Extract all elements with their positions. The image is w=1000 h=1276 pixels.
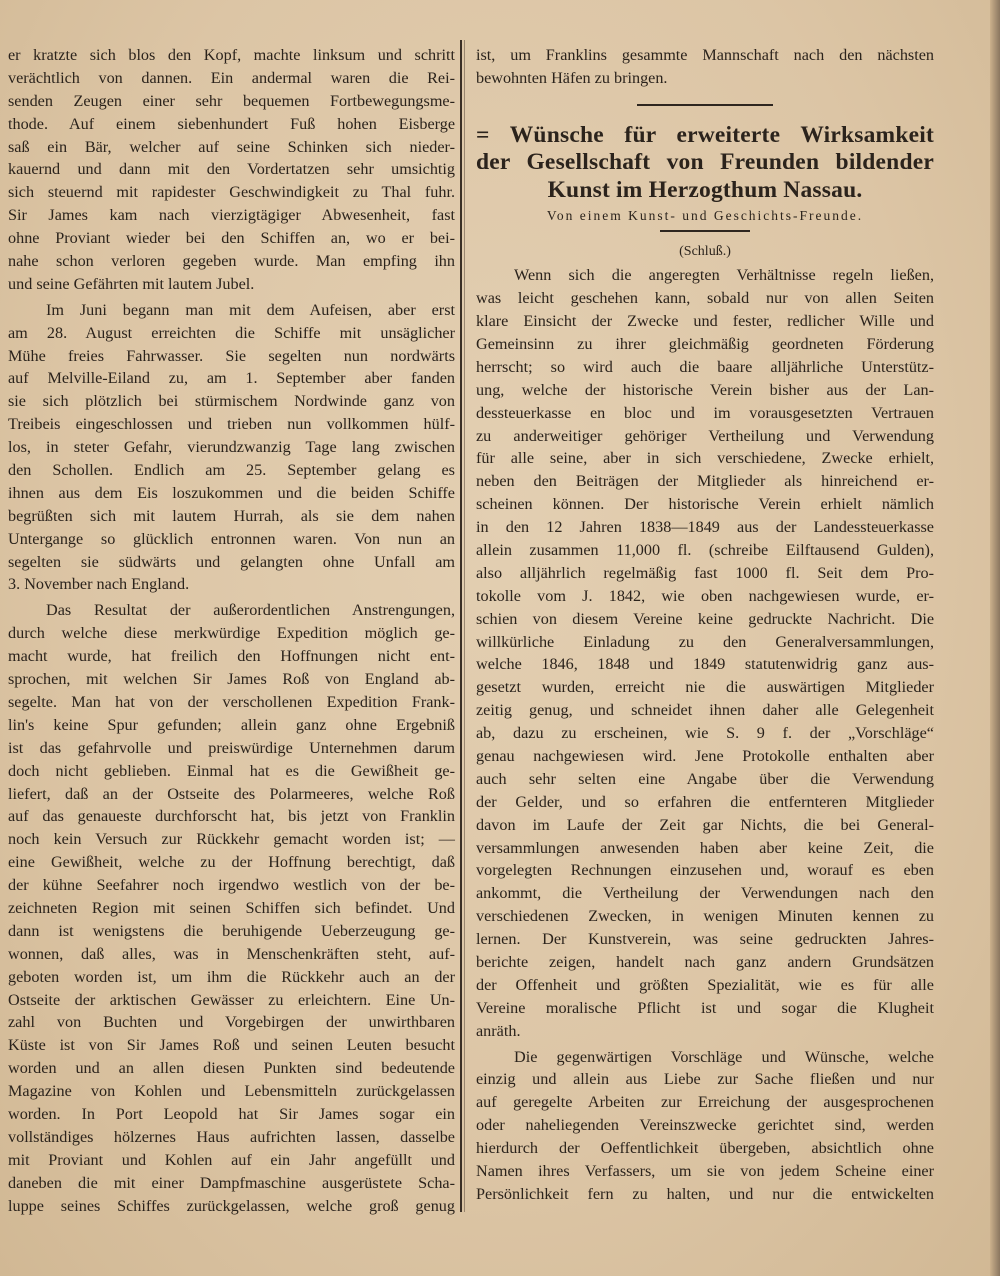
column-divider-thin (464, 40, 465, 1212)
text-line: tokolle vom J. 1842, wie oben nachgewiesen wurde, er- (476, 586, 934, 605)
text-line: noch kein Versuch zur Rückkehr gemacht worden ist; — (8, 830, 455, 849)
text-line: vorgelegten Rechnungen einzusehen und, worauf es eben (476, 861, 934, 880)
text-line: Das Resultat der außerordentlichen Anstrengungen, (46, 601, 455, 620)
text-line: einzig und allein aus Liebe zur Sache fließen und nur (476, 1070, 934, 1089)
text-line: Vereine moralische Pflicht ist und sogar die Klugheit (476, 998, 934, 1017)
left-column (8, 44, 455, 1217)
title-line: der Gesellschaft von Freunden bildender (476, 149, 934, 176)
text-line: herrscht; so wird auch die baare alljährliche Unterstütz- (476, 357, 934, 376)
title-line: Kunst im Herzogthum Nassau. (547, 176, 863, 203)
text-line: willkürliche Einladung zu den Generalversammlungen, (476, 632, 934, 651)
article-body (476, 264, 934, 1206)
text-line: senden Zeugen einer sehr bequemen Fortbewegungsme- (8, 91, 455, 110)
text-line: Die gegenwärtigen Vorschläge und Wünsche, welche (514, 1047, 934, 1066)
text-line: genau nachgewiesen wird. Jene Protokolle enthalten aber (476, 746, 934, 765)
text-line: luppe seines Schiffes zurückgelassen, welche groß genug (8, 1196, 455, 1215)
text-line: sprochen, mit welchen Sir James Roß von England ab- (8, 670, 455, 689)
text-line: also alljährlich regelmäßig fast 1000 fl. Seit dem Pro- (476, 563, 934, 582)
text-line: welche 1846, 1848 und 1849 statutenwidrig ganz aus- (476, 655, 934, 674)
text-line: der kühne Seefahrer noch irgendwo westlich von der be- (8, 876, 455, 895)
paragraph (476, 44, 934, 90)
text-line: segelte. Man hat von der verschollenen Expedition Frank- (8, 692, 455, 711)
text-line: zahl von Buchten und Vorgebirgen der unwirthbaren (8, 1013, 455, 1032)
text-line: oder naheliegenden Vereinszwecke gerichtet sind, werden (476, 1116, 934, 1135)
text-line: Treibeis eingeschlossen und trieben nun vollkommen hülf- (8, 415, 455, 434)
continuation-text (476, 44, 934, 90)
text-line: ist das gefahrvolle und preiswürdige Unternehmen darum (8, 738, 455, 757)
text-line: ihnen aus dem Eis loszukommen und die beiden Schiffe (8, 483, 455, 502)
text-line: hierdurch der Oeffentlichkeit übergeben, absichtlich ohne (476, 1139, 934, 1158)
text-line: 3. November nach England. (8, 575, 190, 594)
text-line: ab, dazu zu erscheinen, wie S. 9 f. der „Vorschläge“ (476, 724, 934, 743)
text-line: worden und an allen diesen Punkten sind bedeutende (8, 1059, 455, 1078)
text-line: der Offenheit und größten Spezialität, wie es für alle (476, 975, 934, 994)
text-line: davon im Laufe der Zeit gar Nichts, die bei General- (476, 815, 934, 834)
text-line: Gemeinsinn zu ihrer gleichmäßig geordneten Förderung (476, 334, 934, 353)
title-line: = Wünsche für erweiterte Wirksamkeit (476, 121, 934, 148)
page-edge (990, 0, 1000, 1276)
text-line: verächtlich von dannen. Ein andermal waren die Rei- (8, 68, 455, 87)
text-line: Namen ihres Verfassers, um sie von jedem Scheine einer (476, 1162, 934, 1181)
text-line: ohne Proviant wieder bei den Schiffen an, wo er bei- (8, 229, 455, 248)
text-line: auf Melville-Eiland zu, am 1. September aber fanden (8, 369, 455, 388)
text-line: liefert, daß an der Ostseite des Polarmeeres, welche Roß (8, 784, 455, 803)
text-line: dessteuerkasse en bloc und im vorausgesetzten Vertrauen (476, 403, 934, 422)
text-line: bewohnten Häfen zu bringen. (476, 68, 668, 87)
text-line: ankommt, die Vertheilung der Verwendungen nach den (476, 884, 934, 903)
text-line: am 28. August erreichten die Schiffe mit unsäglicher (8, 323, 455, 342)
text-line: kauernd und dann mit den Vordertatzen sehr umsichtig (8, 160, 455, 179)
text-line: sich steuernd mit rapidester Geschwindigkeit zu Thal fuhr. (8, 183, 455, 202)
text-line: ist, um Franklins gesammte Mannschaft nach den nächsten (476, 46, 934, 64)
text-line: und seine Gefährten mit lautem Jubel. (8, 274, 255, 293)
text-line: gesetzt wurden, erreicht nie die auswärtigen Mitglieder (476, 678, 934, 697)
text-line: geboten worden ist, um ihm die Rückkehr auch an der (8, 967, 455, 986)
text-line: Untergange so glücklich entronnen waren. Von nun an (8, 529, 455, 548)
text-line: in den 12 Jahren 1838—1849 aus der Landessteuerkasse (476, 518, 934, 537)
paragraph (476, 264, 934, 1042)
text-line: Persönlichkeit fern zu halten, und nur die entwickelten (476, 1184, 934, 1203)
text-line: verschiedenen Zwecken, in wenigen Minuten kennen zu (476, 907, 934, 926)
text-line: zeitig genug, und schneidet ihnen daher alle Gelegenheit (476, 701, 934, 720)
text-line: für alle seine, aber in sich verschiedene, Zwecke erhielt, (476, 449, 934, 468)
text-line: vollständiges hölzernes Haus aufrichten lassen, dasselbe (8, 1127, 455, 1146)
text-line: mit Proviant und Kohlen auf ein Jahr angefüllt und (8, 1150, 455, 1169)
paragraph (476, 1046, 934, 1206)
text-line: lin's keine Spur gefunden; allein ganz ohne Ergebniß (8, 715, 455, 734)
text-line: sie sich plötzlich bei stürmischem Nordwinde ganz von (8, 392, 455, 411)
text-line: dann ist wenigstens die beruhigende Ueberzeugung ge- (8, 921, 455, 940)
column-divider (460, 40, 462, 1212)
text-line: berichte zeigen, handelt nach ganz andern Grundsätzen (476, 953, 934, 971)
text-line: anräth. (476, 1021, 521, 1040)
text-line: er kratzte sich blos den Kopf, machte linksum und schritt (8, 46, 455, 64)
text-line: saß ein Bär, welcher auf seine Schinken sich nieder- (8, 137, 455, 156)
text-line: begrüßten sich mit lautem Hurrah, als sie dem nahen (8, 506, 455, 525)
text-line: eine Gewißheit, welche zu der Hoffnung berechtigt, daß (8, 853, 455, 872)
text-line: Im Juni begann man mit dem Aufeisen, aber erst (46, 300, 455, 319)
text-line: thode. Auf einem siebenhundert Fuß hohen Eisberge (8, 114, 455, 133)
text-line: auch sehr selten eine Angabe über die Verwendung (476, 769, 934, 788)
text-line: auf geregelte Arbeiten zur Erreichung der ausgesprochenen (476, 1093, 934, 1112)
part-label: (Schluß.) (679, 244, 731, 260)
text-line: worden. In Port Leopold hat Sir James sogar ein (8, 1104, 455, 1123)
text-line: zeichneten Region mit seinen Schiffen sich befindet. Und (8, 898, 455, 917)
text-line: ung, welche der historische Verein bisher aus der Lan- (476, 380, 934, 399)
byline: Von einem Kunst- und Geschichts-Freunde. (546, 208, 864, 224)
text-line: allein zusammen 11,000 fl. (schreibe Eilftausend Gulden), (476, 540, 934, 559)
text-line: Magazine von Kohlen und Lebensmitteln zurückgelassen (8, 1082, 455, 1101)
right-column (476, 44, 934, 1206)
text-line: scheinen können. Der historische Verein erhielt nämlich (476, 495, 934, 514)
text-line: los, in steter Gefahr, vierundzwanzig Tage lang zwischen (8, 438, 455, 457)
text-line: wonnen, daß alles, was in Menschenkräften steht, auf- (8, 944, 455, 963)
text-line: macht wurde, hat freilich den Hoffnungen nicht ent- (8, 647, 455, 666)
article-title (476, 122, 934, 205)
text-line: zu anderweitiger gehöriger Vertheilung und Verwendung (476, 426, 934, 445)
text-line: klare Einsicht der Zwecke und fester, redlicher Wille und (476, 312, 934, 331)
paragraph (8, 299, 455, 597)
text-line: lernen. Der Kunstverein, was seine gedruckten Jahres- (476, 930, 934, 949)
text-line: doch nicht geblieben. Einmal hat es die Gewißheit ge- (8, 761, 455, 780)
text-line: versammlungen anwesenden haben aber keine Zeit, die (476, 838, 934, 857)
paragraph (8, 599, 455, 1217)
text-line: Wenn sich die angeregten Verhältnisse regeln ließen, (514, 266, 934, 285)
paragraph (8, 44, 455, 296)
text-line: schien von diesem Vereine keine gedruckte Nachricht. Die (476, 609, 934, 628)
text-line: neben den Beiträgen der Mitglieder als hinreichend er- (476, 472, 934, 491)
text-line: auf das genaueste durchforscht hat, bis jetzt von Franklin (8, 807, 455, 826)
text-line: Ostseite der arktischen Gewässer zu erleichtern. Eine Un- (8, 990, 455, 1009)
text-line: durch welche diese merkwürdige Expedition möglich ge- (8, 624, 455, 643)
text-line: segelten sie südwärts und gelangten ohne Unfall am (8, 552, 455, 571)
text-line: nahe schon verloren gegeben wurde. Man empfing ihn (8, 252, 455, 271)
text-line: was leicht geschehen kann, sobald nur von allen Seiten (476, 289, 934, 308)
text-line: Mühe freies Fahrwasser. Sie segelten nun nordwärts (8, 346, 455, 365)
text-line: Sir James kam nach vierzigtägiger Abwesenheit, fast (8, 206, 455, 225)
text-line: den Schollen. Endlich am 25. September gelang es (8, 461, 455, 480)
text-line: daneben die mit einer Dampfmaschine ausgerüstete Scha- (8, 1173, 455, 1192)
text-line: Küste ist von Sir James Roß und seinen Leuten besucht (8, 1036, 455, 1055)
text-line: der Gelder, und so erfahren die entfernteren Mitglieder (476, 792, 934, 811)
